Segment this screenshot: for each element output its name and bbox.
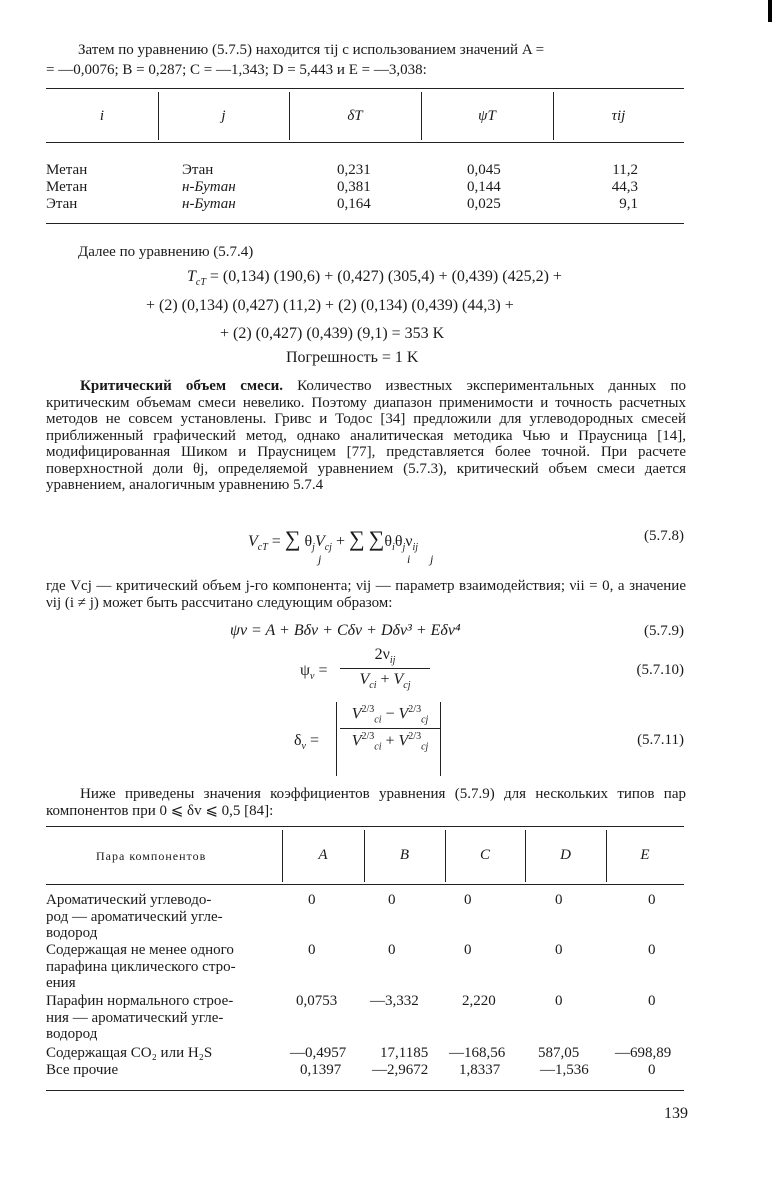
table1-cell: 44,3 [611,179,638,195]
table1-cell: 9,1 [619,196,638,212]
table2-cell: 0 [555,942,563,958]
table2-cell: 0 [464,892,472,908]
sum-index-i: i [407,552,411,566]
table1-header-tau: τij [611,108,626,124]
table2-pair-cell: Парафин нормального строе- ния — ароматический угле- водород [46,993,234,1042]
table1-header-psi: ψT [478,108,496,124]
below-paragraph: Ниже приведены значения коэффициентов уравнения (5.7.9) для нескольких типов пар компонентов при 0 ⩽ δv ⩽ 0,5 [84]: [46,786,686,819]
table1-cell: 0,025 [467,196,501,212]
table2-cell: 0 [648,892,656,908]
sum-index-j: j [430,552,434,566]
section-heading: Критический объем смеси. [80,378,283,394]
where-paragraph: где Vcj — критический объем j-го компонента; νij — параметр взаимодействия; νii = 0, а значение νij (i ≠ j) может быть рассчитано следующим образом: [46,578,686,611]
section-paragraph [46,378,686,494]
calc-error: Погрешность = 1 K [286,349,419,366]
equation-5-7-11-lhs: $\delta_v$ = [294,732,320,753]
table1-header-delta: δT [347,108,363,124]
table2-header-c: C [479,847,490,863]
table2-cell: —1,536 [540,1062,589,1078]
table2-cell: —698,89 [615,1045,672,1061]
table2-header-pair: Пара компонентов [96,849,207,863]
table2-pair-cell: Содержащая CO₂ или H₂S [46,1045,213,1061]
table2-cell: —2,9672 [372,1062,429,1078]
table2-cell: 0,0753 [296,993,338,1009]
table2-cell: 2,220 [462,993,496,1009]
table2-bottom-rule [46,1090,684,1091]
table1-cell: н-Бутан [182,179,236,195]
table2-header-rule [46,884,684,885]
table2-cell: —3,332 [370,993,419,1009]
calc-line-1-sub: cT [195,277,206,289]
table2-header-d: D [560,847,571,863]
table2-cell: 0 [648,993,656,1009]
calc-line-2: + (2) (0,134) (0,427) (11,2) + (2) (0,134) (0,439) (44,3) + [146,297,514,314]
calc-line-1 [187,268,562,288]
table1-cell: 0,144 [467,179,501,195]
table2-cell: 0 [308,942,316,958]
sum-index-j: j [318,552,322,566]
table2-cell: 0 [388,942,396,958]
table1-cell: Метан [46,179,88,195]
equation-5-7-8: $V_{cT}$ = ∑ $\theta_jV_{cj}$ + ∑ $\sum\theta_i\theta_j\nu_{ij}$ [248,526,419,554]
table2-cell: —168,56 [449,1045,506,1061]
equation-number: (5.7.9) [644,623,684,639]
equation-5-7-9: ψv = A + Bδv + Cδv + Dδv³ + Eδv⁴ [230,622,461,639]
table1-header-j: j [221,108,226,124]
table2-pair-cell: Все прочие [46,1062,119,1078]
calc-line-1-rhs: = (0,134) (190,6) + (0,427) (305,4) + (0,439) (425,2) + [209,268,562,285]
section-text: Количество известных экспериментальных данных по критическим объемам смеси невелико. Поэтому диапазон применимости и точность расчетных методов не совсем установлены. Гривс и Тодос [34] предложили для углеводородных смесей приближенный графический метод, однако аналитическая методика Чью и Праусница [14], модифицированная Шиком и Праусницем [77], представляется более точной. При расчете поверхностной доли θj, определяемой уравнением (5.7.3), критический объем смеси дается уравнением, аналогичным уравнению 5.7.4 [46,378,686,493]
table1-cell: 0,231 [337,162,371,178]
intro-line-1: Затем по уравнению (5.7.5) находится τij с использованием значений A = [78,42,545,58]
table1-header-rule [46,142,684,143]
table1-bottom-rule [46,223,684,224]
table2-cell: —0,4957 [290,1045,347,1061]
equation-number: (5.7.8) [644,528,684,544]
table2-cell: 0 [555,892,563,908]
equation-number: (5.7.10) [636,662,684,678]
table2-cell: 1,8337 [459,1062,501,1078]
table1-cell: 0,381 [337,179,371,195]
table1-header-i: i [99,108,105,124]
calc-line-1-lhs: T [187,268,196,285]
table2-cell: 17,1185 [380,1045,429,1061]
table2-cell: 0,1397 [300,1062,342,1078]
table2-top-rule [46,826,684,827]
table2-cell: 0 [555,993,563,1009]
table2-header-a: A [318,847,328,863]
table2-header-e: E [640,847,650,863]
equation-5-7-10-fraction: $2\nu_{ij}$ $V_{ci} + V_{cj}$ [340,646,430,691]
equation-5-7-11-fraction: $V^{2/3}_{ci} - V^{2/3}_{cj}$ $V^{2/3}_{ci} + V^{2/3}_{cj}$ [340,704,440,752]
table1-cell: Метан [46,162,88,178]
table1-cell: н-Бутан [182,196,236,212]
intro-line-2: = —0,0076; B = 0,287; C = —1,343; D = 5,443 и E = —3,038: [46,62,427,78]
calc-line-3: + (2) (0,427) (0,439) (9,1) = 353 K [220,325,445,342]
abs-bar-left [336,702,337,776]
page-number: 139 [664,1105,688,1122]
table2-cell: 0 [308,892,316,908]
calc-lead: Далее по уравнению (5.7.4) [78,244,254,260]
abs-bar-right [440,702,441,776]
table1-cell: 0,045 [467,162,501,178]
table2-cell: 0 [648,1062,656,1078]
table2-pair-cell: Ароматический углеводо- род — ароматический угле- водород [46,892,223,941]
table2-pair-cell: Содержащая не менее одного парафина циклического стро- ения [46,942,236,991]
equation-5-7-10-lhs: $\psi_v$ = [300,662,328,683]
table1-top-rule [46,88,684,89]
table2-cell: 0 [388,892,396,908]
table1-cell: Этан [182,162,214,178]
table1-cell: 0,164 [337,196,371,212]
equation-number: (5.7.11) [637,732,684,748]
table1-cell: Этан [46,196,78,212]
table2-cell: 587,05 [538,1045,580,1061]
table2-cell: 0 [648,942,656,958]
table1-cell: 11,2 [612,162,638,178]
scan-edge-mark [768,0,772,22]
table2-cell: 0 [464,942,472,958]
table2-header-b: B [399,847,410,863]
